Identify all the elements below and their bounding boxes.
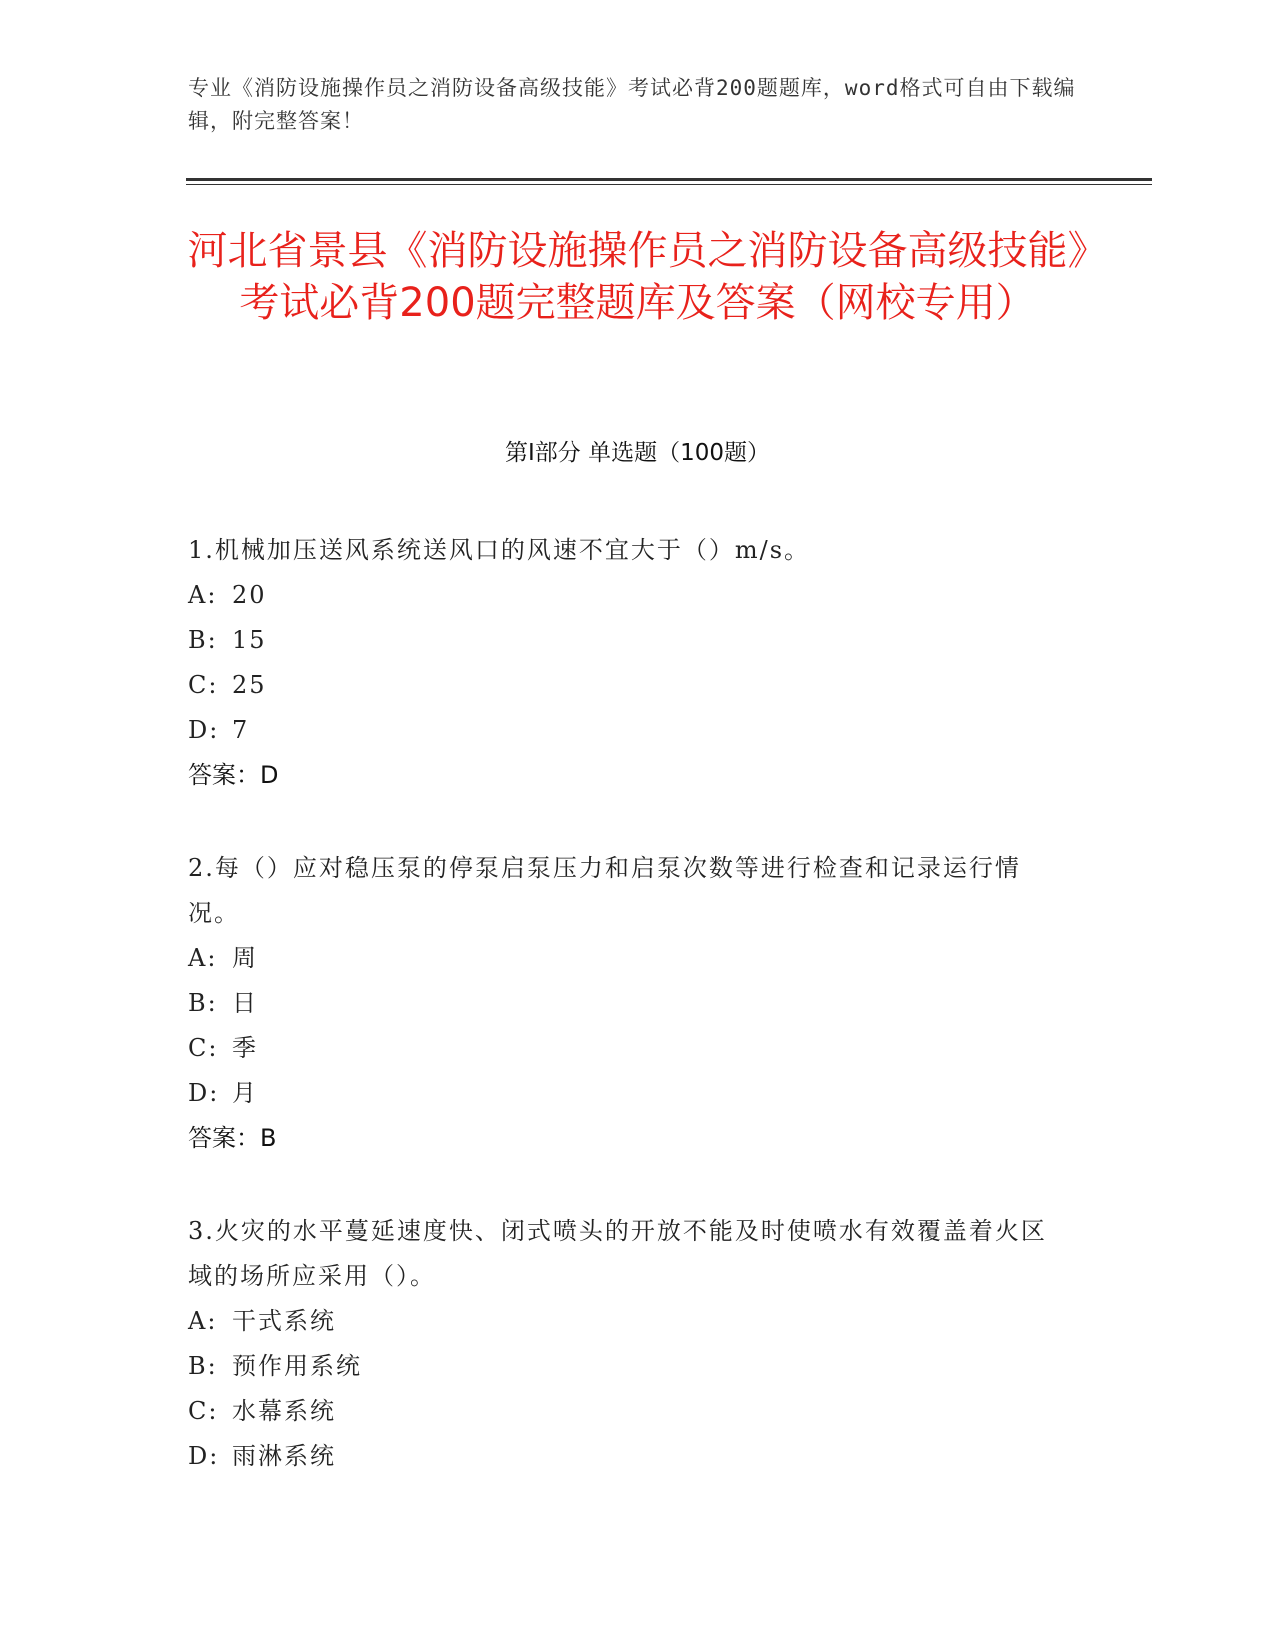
answer: 答案：B [188,1124,277,1152]
option-letter: A: [188,944,218,972]
option-letter: D: [188,716,220,744]
option-b [188,618,1068,663]
option-text: 周 [232,944,258,972]
option-text: 季 [232,1034,258,1062]
option-text: 20 [232,581,267,609]
option-a [188,1299,1068,1344]
answer: 答案：D [188,761,279,789]
question-2 [188,846,1068,1161]
option-a [188,573,1068,618]
option-text: 预作用系统 [232,1352,362,1380]
question-list [188,528,1068,1527]
option-text: 干式系统 [232,1307,336,1335]
option-text: 7 [232,716,250,744]
option-letter: C: [188,671,219,699]
option-text: 15 [232,626,267,654]
option-text: 雨淋系统 [232,1442,336,1470]
question-3 [188,1209,1068,1479]
question-stem: 1.机械加压送风系统送风口的风速不宜大于（）m/s。 [188,536,811,564]
option-a [188,936,1068,981]
option-letter: D: [188,1442,220,1470]
question-1 [188,528,1068,798]
option-letter: C: [188,1397,219,1425]
option-letter: A: [188,1307,218,1335]
option-c [188,1026,1068,1071]
header-note: 专业《消防设施操作员之消防设备高级技能》考试必背200题题库，word格式可自由下载编辑，附完整答案！ [188,76,1076,133]
option-d [188,1071,1068,1116]
option-letter: B: [188,1352,218,1380]
option-letter: C: [188,1034,219,1062]
option-b [188,1344,1068,1389]
option-c [188,1389,1068,1434]
option-b [188,981,1068,1026]
option-d [188,708,1068,753]
option-letter: D: [188,1079,220,1107]
option-text: 25 [232,671,267,699]
section-title: 第Ⅰ部分 单选题（100题） [505,440,770,466]
option-letter: A: [188,581,218,609]
question-stem: 2.每（）应对稳压泵的停泵启泵压力和启泵次数等进行检查和记录运行情况。 [188,854,1021,927]
question-stem: 3.火灾的水平蔓延速度快、闭式喷头的开放不能及时使喷水有效覆盖着火区域的场所应采用（）。 [188,1217,1047,1290]
option-letter: B: [188,989,218,1017]
option-letter: B: [188,626,218,654]
option-d [188,1434,1068,1479]
option-c [188,663,1068,708]
document-title: 河北省景县《消防设施操作员之消防设备高级技能》考试必背200题完整题库及答案（网校专用） [187,228,1088,326]
option-text: 日 [232,989,258,1017]
option-text: 月 [232,1079,258,1107]
header-rule-thick [186,178,1152,181]
option-text: 水幕系统 [232,1397,336,1425]
header-rule-thin [186,184,1152,185]
